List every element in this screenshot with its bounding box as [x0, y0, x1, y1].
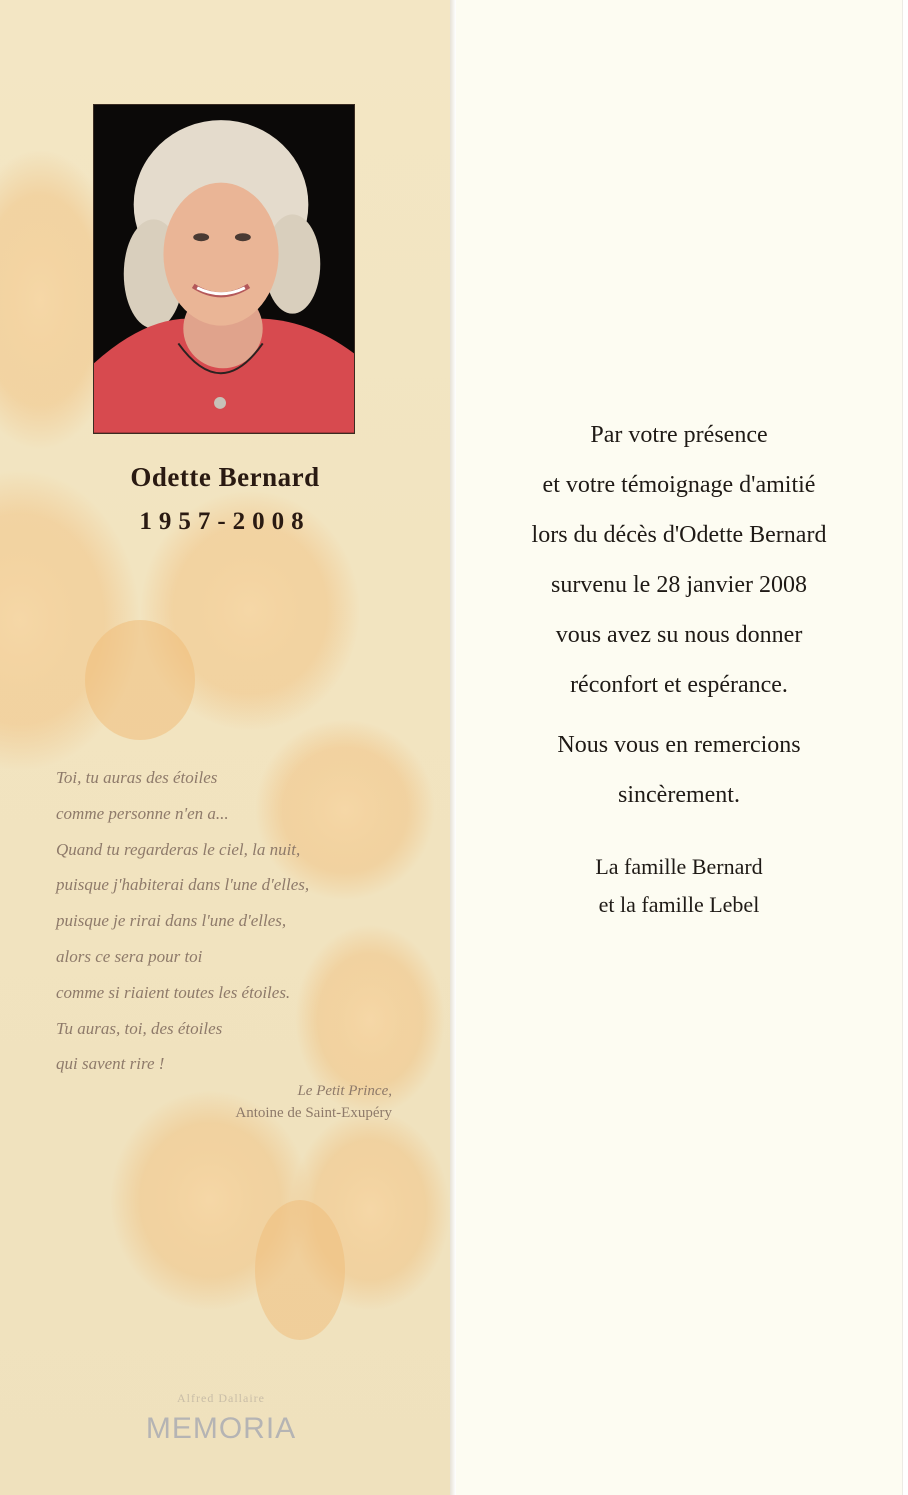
family-signature — [456, 848, 902, 924]
poem-line: comme personne n'en a... — [56, 803, 229, 823]
message-line: Par votre présence — [590, 422, 768, 448]
funeral-home-logo: MEMORIA — [145, 1412, 297, 1445]
life-dates: 1957-2008 — [139, 508, 311, 535]
portrait-image — [94, 105, 354, 433]
message-line: lors du décès d'Odette Bernard — [531, 522, 827, 548]
poem-line: Quand tu regarderas le ciel, la nuit, — [56, 839, 301, 859]
poem — [56, 760, 436, 1082]
signature-line: et la famille Lebel — [598, 892, 760, 917]
poem-attribution — [150, 1080, 392, 1124]
deceased-name: Odette Bernard — [130, 462, 320, 492]
attribution-title: Le Petit Prince, — [297, 1083, 392, 1099]
poem-line: puisque j'habiterai dans l'une d'elles, — [56, 875, 310, 895]
poem-line: puisque je rirai dans l'une d'elles, — [56, 911, 287, 931]
attribution-author: Antoine de Saint-Exupéry — [235, 1105, 392, 1121]
message-line: vous avez su nous donner — [555, 622, 803, 648]
poem-line: comme si riaient toutes les étoiles. — [56, 982, 291, 1002]
scan-edge — [902, 0, 908, 1495]
portrait-photo — [93, 104, 355, 434]
signature-line: La famille Bernard — [595, 854, 763, 879]
poem-line: alors ce sera pour toi — [56, 946, 203, 966]
message-line: et votre témoignage d'amitié — [542, 472, 816, 498]
memorial-card-back — [456, 0, 902, 1495]
poem-line: Toi, tu auras des étoiles — [56, 768, 218, 787]
thanks-line: Nous vous en remercions — [557, 732, 801, 758]
message-line: survenu le 28 janvier 2008 — [551, 572, 807, 598]
funeral-home-logo-top: Alfred Dallaire — [177, 1391, 265, 1405]
thanks-line: sincèrement. — [618, 782, 740, 808]
poem-line: qui savent rire ! — [56, 1054, 165, 1074]
message-line: réconfort et espérance. — [570, 672, 788, 698]
memorial-card-front — [0, 0, 450, 1495]
poem-line: Tu auras, toi, des étoiles — [56, 1018, 223, 1038]
thank-you-message — [456, 414, 902, 824]
